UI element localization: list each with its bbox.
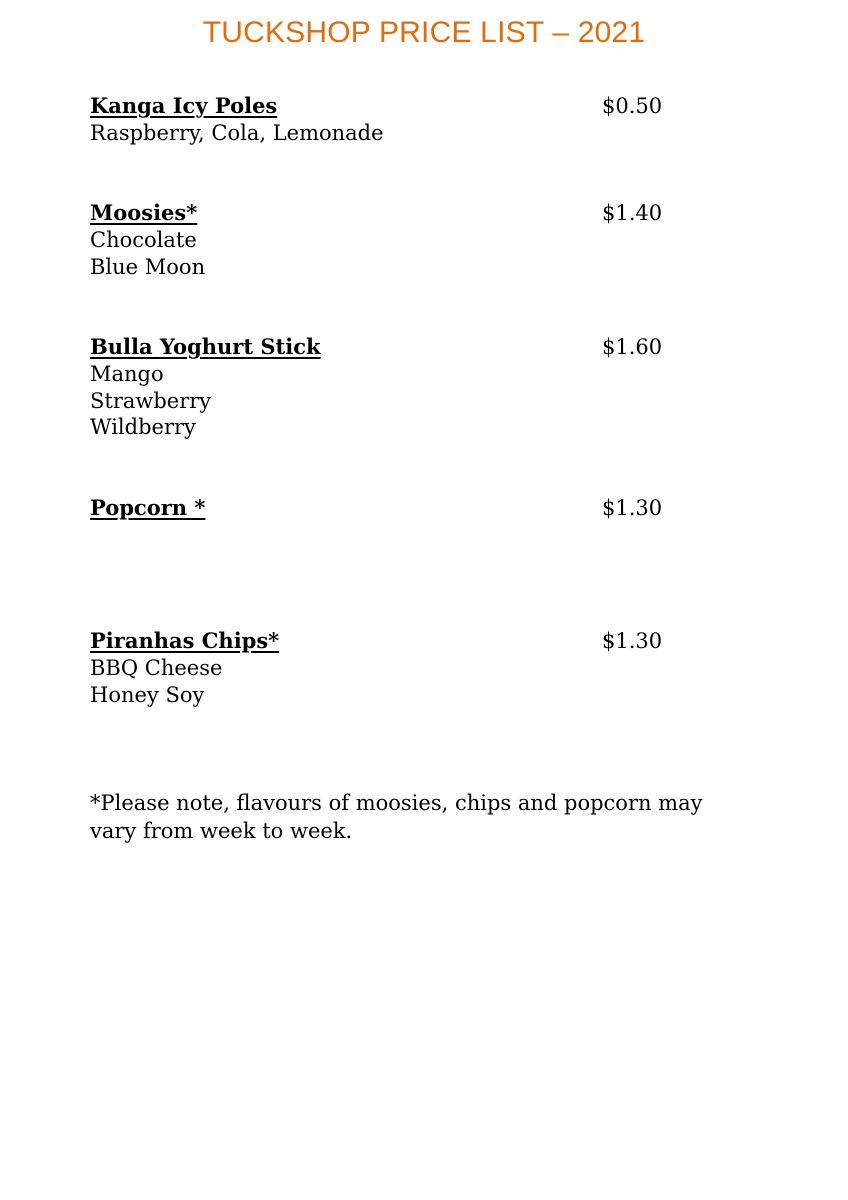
- footnote: *Please note, flavours of moosies, chips and popcorn may vary from week to week.: [90, 791, 703, 843]
- flavour: Mango: [90, 362, 164, 386]
- flavour: Blue Moon: [90, 254, 206, 279]
- flavour-list: [90, 655, 730, 708]
- item-name: Popcorn *: [90, 495, 206, 520]
- menu-item-kanga-icy-poles: [90, 93, 730, 147]
- flavour: Wildberry: [90, 415, 196, 439]
- item-name: Bulla Yoghurt Stick: [90, 334, 321, 359]
- item-name: Piranhas Chips*: [90, 628, 280, 653]
- flavour-list: [90, 361, 730, 441]
- menu-item-popcorn: [90, 495, 730, 521]
- menu-item-piranhas-chips: [90, 628, 730, 708]
- flavour-list: [90, 120, 730, 147]
- item-price: $0.50: [602, 94, 663, 118]
- item-price: $1.30: [602, 629, 663, 653]
- flavour: Honey Soy: [90, 682, 205, 707]
- item-price: $1.30: [602, 496, 663, 520]
- flavour-list: [90, 227, 730, 280]
- item-price: $1.40: [602, 201, 663, 225]
- flavour: Chocolate: [90, 228, 197, 252]
- flavour: BBQ Cheese: [90, 656, 223, 680]
- flavour: Strawberry: [90, 388, 212, 413]
- menu-item-bulla-yoghurt-stick: [90, 334, 730, 441]
- menu-item-moosies: [90, 200, 730, 280]
- item-name: Kanga Icy Poles: [90, 93, 278, 118]
- page-title: TUCKSHOP PRICE LIST – 2021: [202, 16, 646, 49]
- item-name: Moosies*: [90, 200, 198, 225]
- item-price: $1.60: [602, 335, 663, 359]
- flavour: Raspberry, Cola, Lemonade: [90, 121, 384, 145]
